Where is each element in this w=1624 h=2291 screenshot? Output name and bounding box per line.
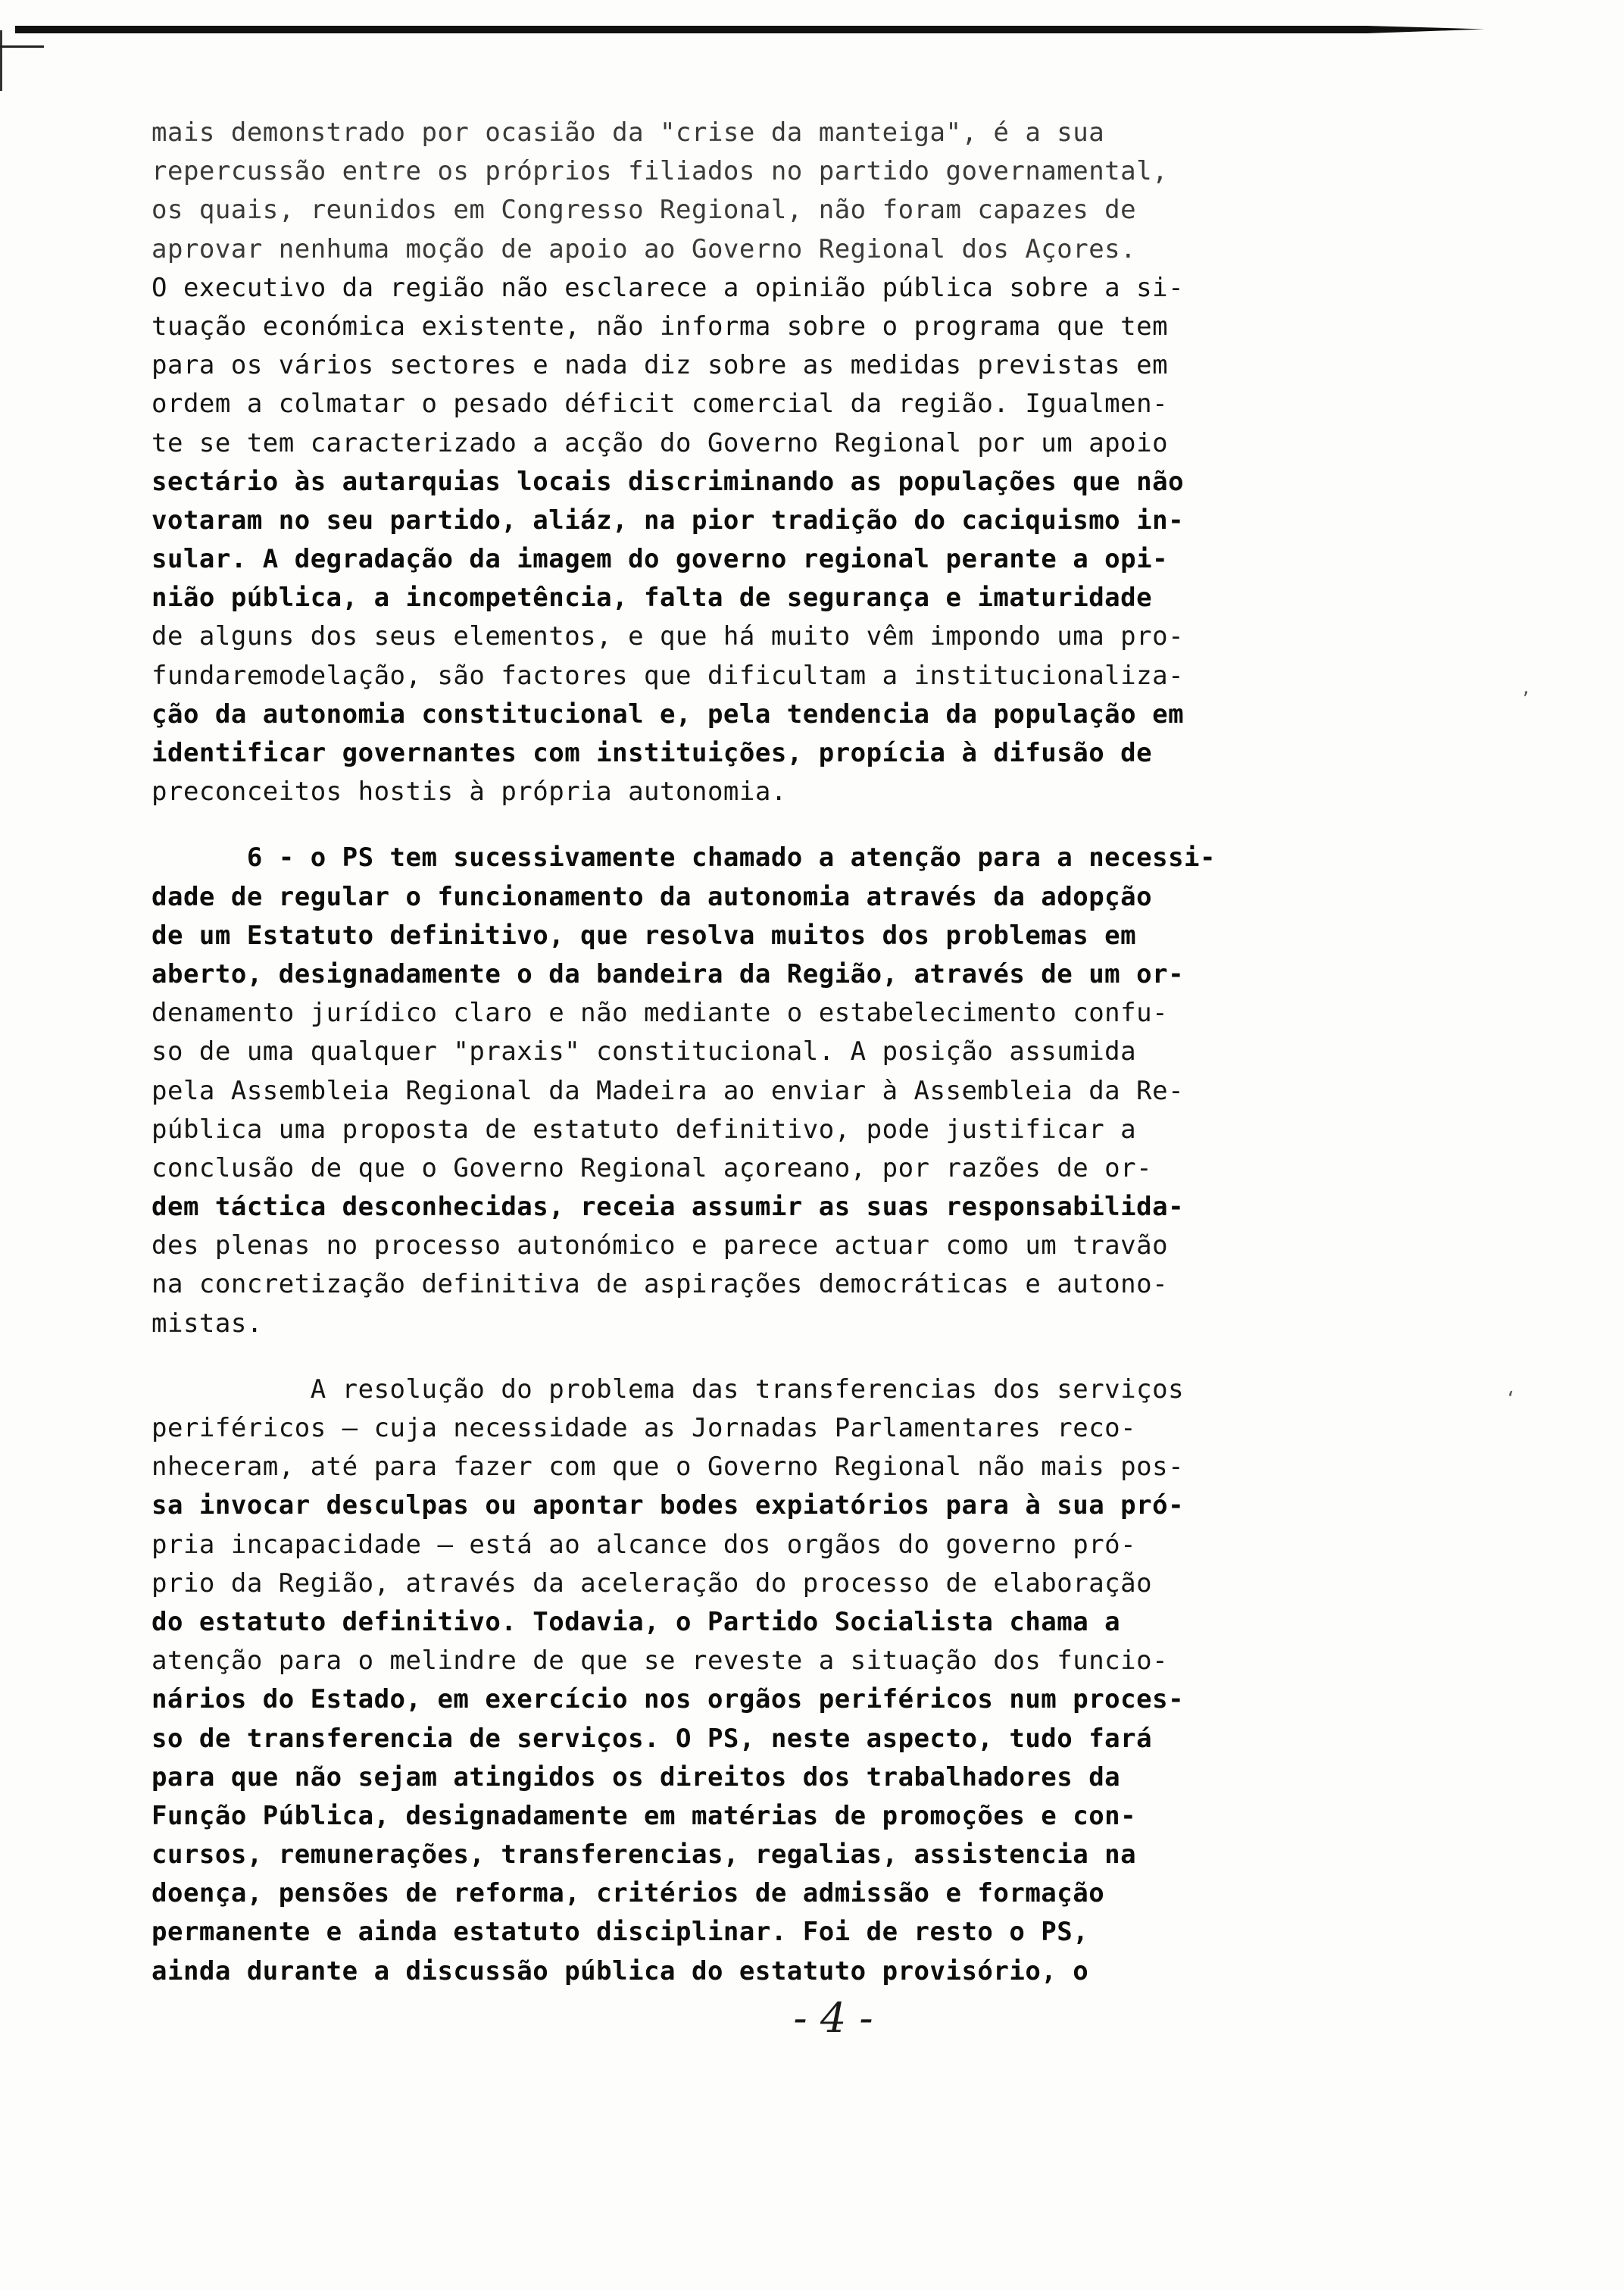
text-line: dem táctica desconhecidas, receia assumir as suas responsabilida- (151, 1192, 1185, 1223)
text-line: mistas. (151, 1308, 263, 1339)
text-line: na concretização definitiva de aspirações democráticas e autono- (151, 1269, 1169, 1300)
text-line: preconceitos hostis à própria autonomia. (151, 777, 787, 808)
paragraph-gap (151, 1343, 1560, 1371)
margin-pen-mark: ʻ (1507, 1386, 1514, 1411)
paragraph-2 (151, 839, 1560, 1342)
text-line: ainda durante a discussão pública do estatuto provisório, o (151, 1955, 1089, 1986)
text-line: sectário às autarquias locais discriminando as populações que não (151, 466, 1185, 497)
text-line: te se tem caracterizado a acção do Governo Regional por um apoio (151, 427, 1169, 458)
text-line: dade de regular o funcionamento da autonomia através da adopção (151, 881, 1153, 912)
text-line: conclusão de que o Governo Regional açoreano, por razões de or- (151, 1152, 1153, 1183)
text-line: votaram no seu partido, aliáz, na pior tradição do caciquismo in- (151, 505, 1185, 536)
text-line: identificar governantes com instituições, propícia à difusão de (151, 738, 1153, 768)
text-line: os quais, reunidos em Congresso Regional, não foram capazes de (151, 195, 1137, 226)
text-line: do estatuto definitivo. Todavia, o Partido Socialista chama a (151, 1606, 1121, 1637)
text-line: sa invocar desculpas ou apontar bodes expiatórios para à sua pró- (151, 1490, 1185, 1521)
page-number: - 4 - (793, 1994, 873, 2042)
text-line: doença, pensões de reforma, critérios de admissão e formação (151, 1878, 1105, 1909)
text-line: 6 - o PS tem sucessivamente chamado a atenção para a necessi- (151, 842, 1216, 874)
text-line: des plenas no processo autonómico e parece actuar como um travão (151, 1230, 1169, 1261)
document-body (151, 114, 1560, 1991)
text-line: periféricos — cuja necessidade as Jornadas Parlamentares reco- (151, 1413, 1137, 1443)
left-edge-mark (0, 30, 2, 91)
text-line: pública uma proposta de estatuto definitivo, pode justificar a (151, 1114, 1137, 1145)
margin-pen-mark: , (1522, 674, 1529, 699)
text-line: de alguns dos seus elementos, e que há muito vêm impondo uma pro- (151, 621, 1185, 652)
text-line: cursos, remunerações, transferencias, regalias, assistencia na (151, 1839, 1137, 1871)
text-line: O executivo da região não esclarece a opinião pública sobre a si- (151, 272, 1185, 303)
text-line: aberto, designadamente o da bandeira da Região, através de um or- (151, 958, 1185, 989)
text-line: pela Assembleia Regional da Madeira ao enviar à Assembleia da Re- (151, 1075, 1185, 1106)
text-line: ordem a colmatar o pesado déficit comercial da região. Igualmen- (151, 389, 1169, 420)
text-line: mais demonstrado por ocasião da "crise da manteiga", é a sua (151, 117, 1105, 148)
text-line: fundaremodelação, são factores que dificultam a institucionaliza- (151, 660, 1185, 691)
text-line: nários do Estado, em exercício nos orgãos periféricos num proces- (151, 1684, 1185, 1715)
text-line: aprovar nenhuma moção de apoio ao Governo Regional dos Açores. (151, 233, 1137, 264)
text-line: nião pública, a incompetência, falta de segurança e imaturidade (151, 583, 1153, 614)
text-line: ção da autonomia constitucional e, pela tendencia da população em (151, 699, 1185, 730)
text-line: prio da Região, através da aceleração do processo de elaboração (151, 1567, 1153, 1599)
left-edge-tick (0, 45, 44, 48)
top-rule (15, 26, 1485, 33)
text-line: atenção para o melindre de que se reveste a situação dos funcio- (151, 1646, 1169, 1677)
text-line: denamento jurídico claro e não mediante o estabelecimento confu- (151, 998, 1169, 1029)
text-line: sular. A degradação da imagem do governo regional perante a opi- (151, 544, 1169, 575)
text-line: tuação económica existente, não informa sobre o programa que tem (151, 311, 1169, 342)
text-line: Função Pública, designadamente em matérias de promoções e con- (151, 1800, 1137, 1831)
text-line: so de transferencia de serviços. O PS, neste aspecto, tudo fará (151, 1723, 1153, 1754)
text-line: de um Estatuto definitivo, que resolva muitos dos problemas em (151, 920, 1137, 951)
text-line: para que não sejam atingidos os direitos dos trabalhadores da (151, 1761, 1121, 1792)
text-line: A resolução do problema das transferencias dos serviços (151, 1374, 1185, 1405)
text-line: repercussão entre os próprios filiados no partido governamental, (151, 156, 1169, 187)
text-line: so de uma qualquer "praxis" constitucional. A posição assumida (151, 1036, 1137, 1067)
paragraph-3 (151, 1371, 1560, 1991)
text-line: nheceram, até para fazer com que o Governo Regional não mais pos- (151, 1452, 1185, 1483)
paragraph-1 (151, 114, 1560, 811)
text-line: permanente e ainda estatuto disciplinar. Foi de resto o PS, (151, 1917, 1089, 1948)
text-line: pria incapacidade — está ao alcance dos orgãos do governo pró- (151, 1529, 1137, 1560)
text-line: para os vários sectores e nada diz sobre as medidas previstas em (151, 350, 1169, 381)
paragraph-gap (151, 811, 1560, 839)
